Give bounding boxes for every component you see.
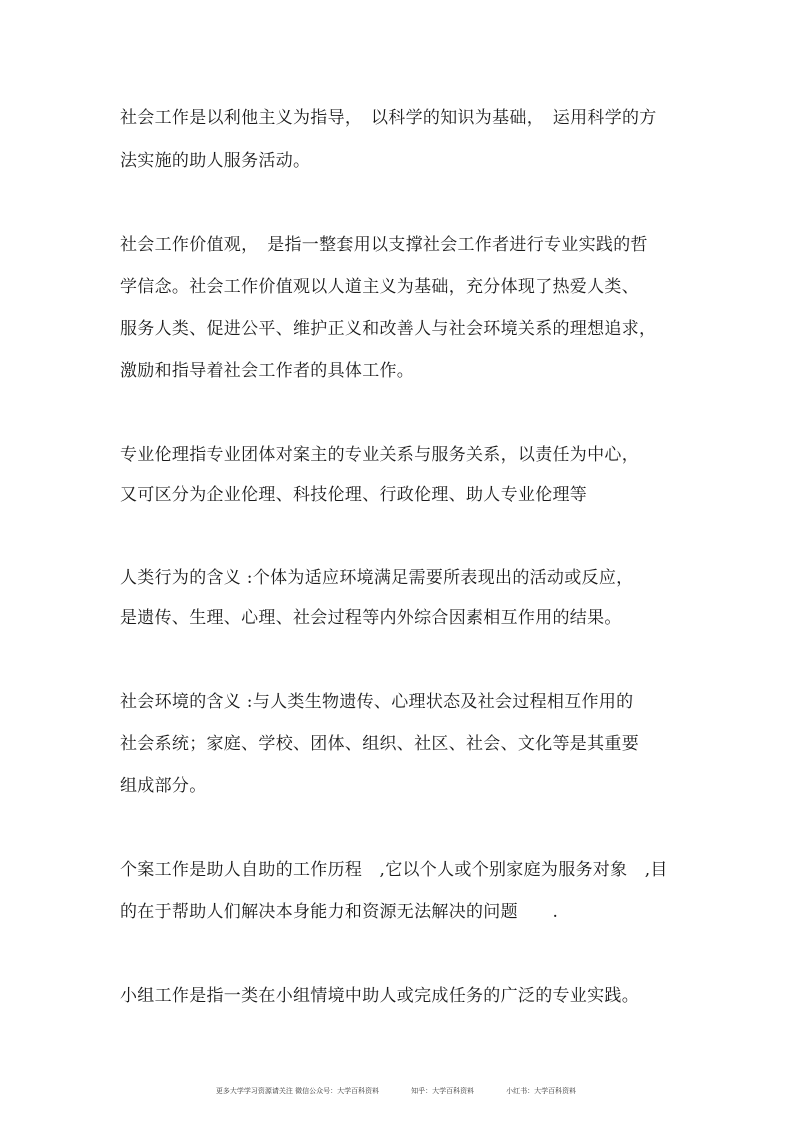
paragraph-2-line-2: 学信念。社会工作价值观以人道主义为基础，充分体现了热爱人类、 xyxy=(120,277,639,297)
paragraph-2-line-4: 激励和指导着社会工作者的具体工作。 xyxy=(120,361,415,381)
paragraph-5-line-1: 社会环境的含义 :与人类生物遗传、心理状态及社会过程相互作用的 xyxy=(120,692,634,712)
footer-xiaohongshu: 小红书：大学百科资料 xyxy=(506,1087,577,1095)
paragraph-1-line-2: 法实施的助人服务活动。 xyxy=(120,151,311,171)
paragraph-4-line-2: 是遗传、生理、心理、社会过程等内外综合因素相互作用的结果。 xyxy=(120,608,622,628)
paragraph-3-line-1: 专业伦理指专业团体对案主的专业关系与服务关系，以责任为中心， xyxy=(120,445,639,465)
paragraph-5-line-3: 组成部分。 xyxy=(120,776,207,796)
page-footer xyxy=(0,1086,792,1096)
paragraph-5-line-2: 社会系统；家庭、学校、团体、组织、社区、社会、文化等是其重要 xyxy=(120,734,639,754)
paragraph-7-line-1: 小组工作是指一类在小组情境中助人或完成任务的广泛的专业实践。 xyxy=(120,986,639,1006)
footer-wechat: 更多大学学习资源请关注 微信公众号：大学百科资料 xyxy=(215,1087,380,1095)
paragraph-6-line-1: 个案工作是助人自助的工作历程 ,它以个人或个别家庭为服务对象 ,目 xyxy=(120,860,668,880)
paragraph-3-line-2: 又可区分为企业伦理、科技伦理、行政伦理、助人专业伦理等 xyxy=(120,485,588,505)
paragraph-4-line-1: 人类行为的含义 :个体为适应环境满足需要所表现出的活动或反应， xyxy=(120,568,634,588)
paragraph-2-line-1: 社会工作价值观， 是指一整套用以支撑社会工作者进行专业实践的哲 xyxy=(120,235,648,255)
paragraph-2-line-3: 服务人类、促进公平、维护正义和改善人与社会环境关系的理想追求， xyxy=(120,319,657,339)
footer-zhihu: 知乎：大学百科资料 xyxy=(411,1087,475,1095)
paragraph-6-line-2: 的在于帮助人们解决本身能力和资源无法解决的问题 . xyxy=(120,902,559,922)
paragraph-1-line-1: 社会工作是以利他主义为指导， 以科学的知识为基础， 运用科学的方 xyxy=(120,108,657,128)
